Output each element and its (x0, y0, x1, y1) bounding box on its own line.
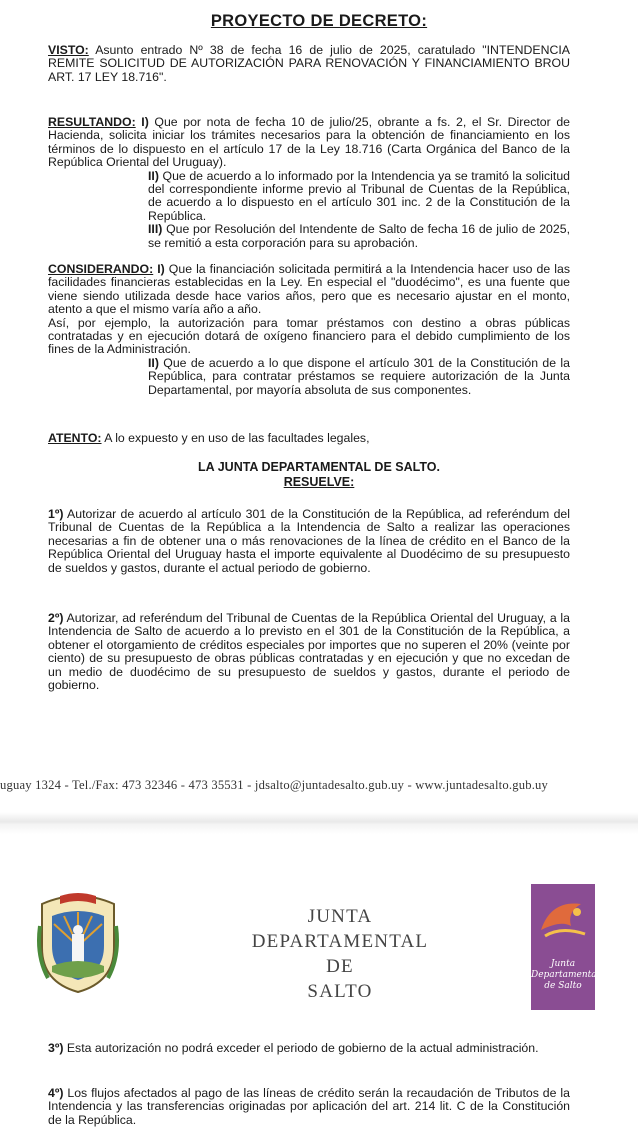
page-footer: uguay 1324 - Tel./Fax: 473 32346 - 473 35531 - jdsalto@juntadesalto.gub.uy - www.juntadesalto.gub.uy (0, 778, 549, 792)
resultando-label: RESULTANDO: (48, 115, 136, 129)
junta-logo-text: Junta Departamental de Salto (531, 959, 600, 991)
visto-label: VISTO: (48, 43, 89, 57)
article-3: 3º) Esta autorización no podrá exceder el periodo de gobierno de la actual administración. (48, 1041, 539, 1055)
resultando-iii: III) Que por Resolución del Intendente de Salto de fecha 16 de julio de 2025, se remitió a esta corporación para su aprobación. (148, 222, 570, 250)
resultando-ii: II) Que de acuerdo a lo informado por la Intendencia ya se tramitó la solicitud del correspondiente informe previo al Tribunal de Cuentas de la República, de acuerdo a lo dispuesto en el artículo 301 inc. 2 de la Constitución de la República. (148, 168, 570, 223)
resultando-section: RESULTANDO: I) Que por nota de fecha 10 de julio/25, obrante a fs. 2, el Sr. Director de Hacienda, solicita iniciar los trámites necesarios para la obtención de financiamiento en los términos de lo dispuesto en el artículo 17 de la Ley 18.716 (Carta Orgánica del Banco de la República Oriental del Uruguay). II) Que de acuerdo a lo informado por la Intendencia ya se tramitó la solicitud del correspondiente informe previo al Tribunal de Cuentas de la República, de acuerdo a lo dispuesto en el artículo 301 inc. 2 de la Constitución de la República. III) Que por Resolución del Intendente de Salto de fecha 16 de julio de 2025, se remitió a esta corporación para su aprobación. (48, 115, 570, 250)
considerando-label: CONSIDERANDO: (48, 262, 154, 276)
visto-paragraph (48, 44, 570, 84)
article-1: 1º) Autorizar de acuerdo al artículo 301 de la Constitución de la República, ad referéndum del Tribunal de Cuentas de la República a la Intendencia de Salto a realizar las operaciones necesarias a fin de obtener una o más renovaciones de la línea de crédito en el Banco de la República Oriental del Uruguay hasta el importe equivalente al Duodécimo de su presupuesto de sueldos y gastos, durante el actual periodo de gobierno. (48, 507, 570, 575)
article-2: 2º) Autorizar, ad referéndum del Tribunal de Cuentas de la República Oriental del Uruguay, a la Intendencia de Salto de acuerdo a lo previsto en el 301 de la Constitución de la República, a obtener el otorgamiento de créditos especiales por importes que no superen el 20% (veinte por ciento) de su presupuesto de obras públicas contratadas y en ejecución y que no excedan de un medio de duodécimo de su presupuesto de sueldos y gastos, durante el periodo de gobierno. (48, 611, 570, 693)
considerando-ii: II) Que de acuerdo a lo que dispone el artículo 301 de la Constitución de la República, para contratar préstamos se requiere autorización de la Junta Departamental, por mayoría absoluta de sus componentes. (148, 355, 570, 397)
junta-heading: LA JUNTA DEPARTAMENTAL DE SALTO. (198, 460, 440, 474)
visto-text: Asunto entrado Nº 38 de fecha 16 de julio de 2025, caratulado "INTENDENCIA REMITE SOLICITUD DE AUTORIZACIÓN PARA RENOVACIÓN Y FINANCIAMIENTO BROU ART. 17 LEY 18.716". (48, 43, 570, 84)
salto-seal-icon (34, 886, 122, 996)
atento-label: ATENTO: (48, 431, 102, 445)
junta-logo-icon (531, 884, 600, 1010)
resuelve-heading: RESUELVE: (283, 475, 355, 489)
atento-paragraph: ATENTO: A lo expuesto y en uso de las facultades legales, (48, 431, 370, 445)
considerando-section: CONSIDERANDO: I) Que la financiación solicitada permitirá a la Intendencia hacer uso de las facilidades financieras establecidas en la Ley. En especial el "duodécimo", es una fuente que viene siendo utilizada desde hace varios años, pero que es necesario ajustar en el monto, atento a que el mismo varía año a año. Así, por ejemplo, la autorización para tomar préstamos con destino a obras públicas contratadas y en ejecución dotará de oxígeno financiero para el debido cumplimiento de los fines de la Administración. II) Que de acuerdo a lo que dispone el artículo 301 de la Constitución de la República, para contratar préstamos se requiere autorización de la Junta Departamental, por mayoría absoluta de sus componentes. (48, 262, 570, 397)
page-separator (0, 812, 638, 834)
letterhead-title: JUNTA DEPARTAMENTAL DE SALTO (251, 906, 429, 1002)
article-4: 4º) Los flujos afectados al pago de las líneas de crédito serán la recaudación de Tributos de la Intendencia y las transferencias originadas por aplicación del art. 214 lit. C de la Constitución de la República. (48, 1086, 570, 1127)
page-title: PROYECTO DE DECRETO: (210, 12, 428, 30)
